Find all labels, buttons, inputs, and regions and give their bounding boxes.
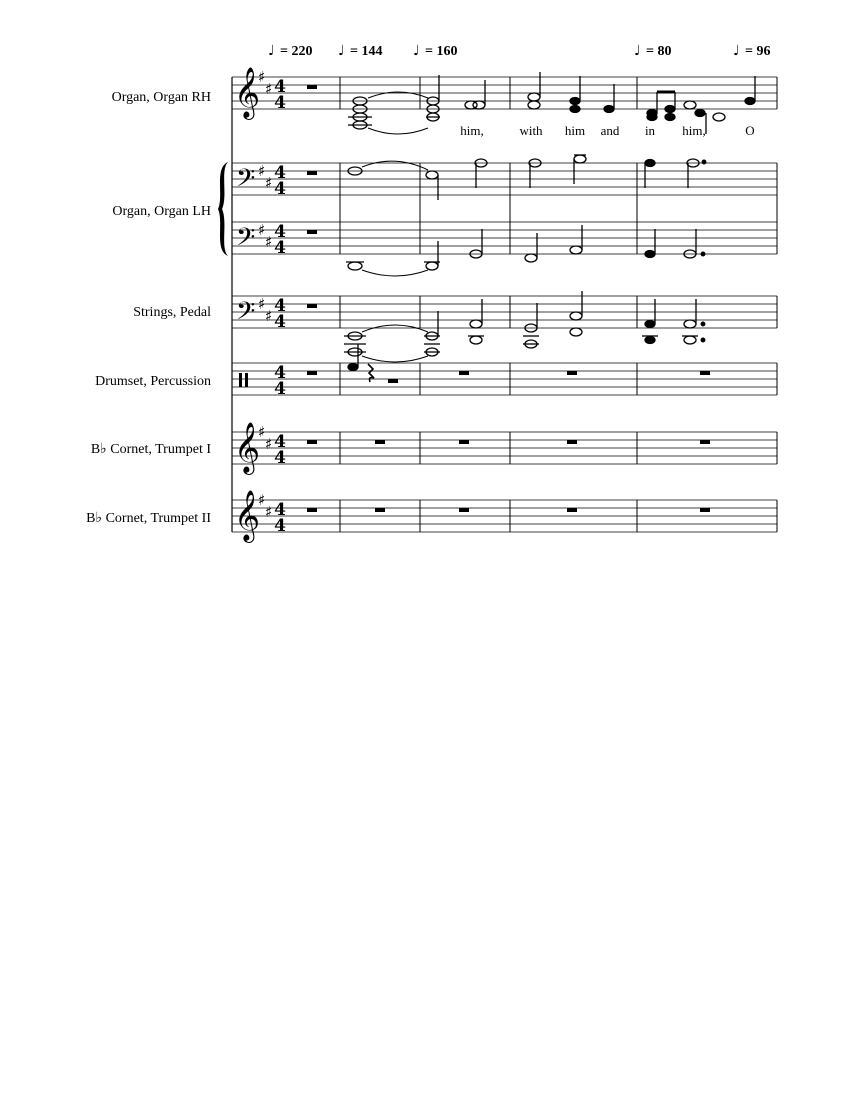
svg-text:4: 4 xyxy=(274,312,286,332)
sharp-icon: ♯ xyxy=(265,174,273,192)
svg-text:♩: ♩ xyxy=(413,43,420,59)
treble-clef-icon: 𝄞 xyxy=(234,67,261,118)
time-signatures xyxy=(274,77,286,536)
sharp-icon: ♯ xyxy=(258,423,266,441)
strings-pedal-notes xyxy=(344,291,705,362)
drumset-notes xyxy=(348,344,398,383)
staff-organ-lh-upper xyxy=(232,163,777,195)
lyric-syllable: with xyxy=(519,123,543,138)
staff-organ-lh-lower xyxy=(232,222,777,254)
lyric-syllable: him, xyxy=(460,123,484,138)
svg-text:= 160: = 160 xyxy=(425,44,458,59)
instrument-name-drums: Drumset, Percussion xyxy=(95,374,211,389)
instrument-name-organ-rh: Organ, Organ RH xyxy=(111,90,211,105)
tempo-marking-1 xyxy=(268,43,312,59)
tempo-marking-4 xyxy=(634,43,671,59)
sharp-icon: ♯ xyxy=(258,162,266,180)
grand-staff-brace xyxy=(218,162,228,256)
lyrics xyxy=(460,123,754,138)
instrument-labels xyxy=(86,90,211,526)
svg-text:♩: ♩ xyxy=(733,43,740,59)
tempo-markings xyxy=(268,43,770,59)
instrument-name-organ-lh: Organ, Organ LH xyxy=(112,204,211,219)
lyric-syllable: in xyxy=(644,123,656,138)
instrument-name-strings: Strings, Pedal xyxy=(133,305,211,320)
sharp-icon: ♯ xyxy=(258,295,266,313)
sharp-icon: ♯ xyxy=(258,68,266,86)
sharp-icon: ♯ xyxy=(265,80,273,98)
organ-lh-upper-notes xyxy=(348,155,706,200)
svg-text:= 80: = 80 xyxy=(646,44,672,59)
key-signatures xyxy=(258,68,272,521)
instrument-name-trumpet-2: B♭ Cornet, Trumpet II xyxy=(86,511,211,526)
svg-text:♩: ♩ xyxy=(338,43,345,59)
bass-clef-icon: 𝄢 xyxy=(236,223,256,258)
bass-clef-icon: 𝄢 xyxy=(236,297,256,332)
bass-clef-icon: 𝄢 xyxy=(236,164,256,199)
svg-text:4: 4 xyxy=(274,179,286,199)
percussion-clef-icon xyxy=(239,373,248,387)
svg-text:= 144: = 144 xyxy=(350,44,383,59)
sharp-icon: ♯ xyxy=(265,503,273,521)
svg-text:4: 4 xyxy=(274,363,286,383)
organ-lh-lower-notes xyxy=(346,225,705,276)
svg-text:= 96: = 96 xyxy=(745,44,771,59)
svg-text:4: 4 xyxy=(274,238,286,258)
tempo-marking-3 xyxy=(413,43,457,59)
svg-text:4: 4 xyxy=(274,163,286,183)
sharp-icon: ♯ xyxy=(265,435,273,453)
sharp-icon: ♯ xyxy=(258,221,266,239)
svg-text:♩: ♩ xyxy=(268,43,275,59)
lyric-syllable: O xyxy=(745,123,755,138)
svg-text:= 220: = 220 xyxy=(280,44,313,59)
svg-text:4: 4 xyxy=(274,222,286,242)
sharp-icon: ♯ xyxy=(258,491,266,509)
svg-text:4: 4 xyxy=(274,379,286,399)
tempo-marking-2 xyxy=(338,43,382,59)
treble-clef-icon: 𝄞 xyxy=(234,422,261,473)
svg-text:4: 4 xyxy=(274,93,286,113)
svg-text:4: 4 xyxy=(274,432,286,452)
svg-text:4: 4 xyxy=(274,77,286,97)
svg-text:4: 4 xyxy=(274,296,286,316)
lyric-syllable: him, xyxy=(682,123,706,138)
clefs xyxy=(234,67,260,543)
svg-text:4: 4 xyxy=(274,516,286,536)
treble-clef-icon: 𝄞 xyxy=(234,490,261,541)
sharp-icon: ♯ xyxy=(265,307,273,325)
lyric-syllable: him xyxy=(564,123,586,138)
staff-trumpet-2 xyxy=(232,500,777,532)
staff-trumpet-1 xyxy=(232,432,777,464)
svg-text:4: 4 xyxy=(274,448,286,468)
svg-text:♩: ♩ xyxy=(634,43,641,59)
svg-text:4: 4 xyxy=(274,500,286,520)
sharp-icon: ♯ xyxy=(265,233,273,251)
lyric-syllable: and xyxy=(600,123,620,138)
tempo-marking-5 xyxy=(733,43,770,59)
staff-drumset xyxy=(232,363,777,395)
instrument-name-trumpet-1: B♭ Cornet, Trumpet I xyxy=(90,442,211,457)
